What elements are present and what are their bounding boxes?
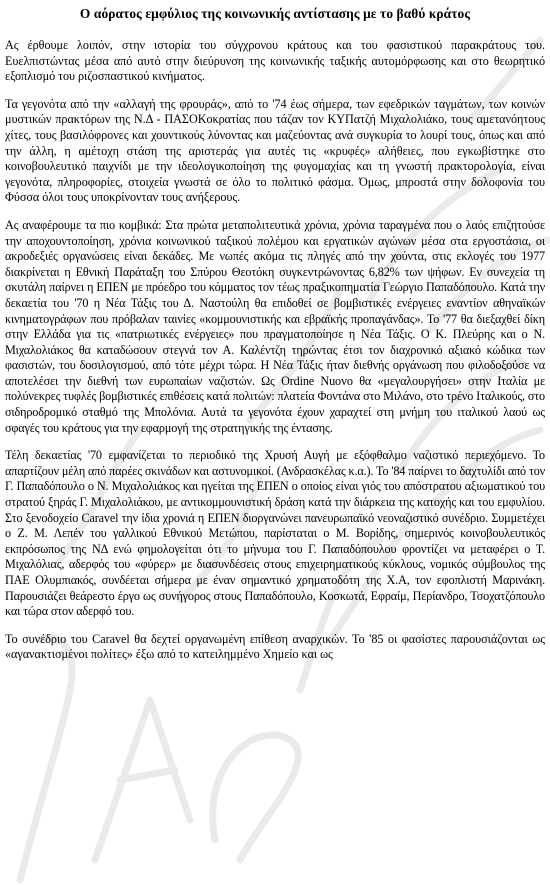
paragraph-2: Τα γεγονότα από την «αλλαγή της φρουράς», από το '74 έως σήμερα, των εφεδρικών ταγμάτων, των κοινών μυστικών πρακτόρων της Ν.Δ - ΠΑΣΟΚοκρατίας που τάζαν τον ΚΥΠατζή Μιχαλολιάκο, τους αμετανόητους χίτες, τους βασιλόφρονες και χουντικούς λύνοντας και μαζεύοντας ανά συγκυρία το λουρί τους, όπως και από την άλλη, η αμέτοχη στάση της αριστεράς για αυτές τις «κρυφές» αλήθειες, που εγκωβίστηκε στο κοινοβουλευτικό παιχνίδι με την ιδεολογικοποίηση της φυγομαχίας και τη γνωστή πρακτορολογία, είναι γεγονότα, πληροφορίες, στοιχεία γνωστά σε όλο το πολιτικό φάσμα. Όμως, μπροστά στην δολοφονία του Φύσσα όλοι τους υποκρίνονταν τους ανήξερους.	[5, 96, 545, 205]
document-title: Ο αόρατος εμφύλιος της κοινωνικής αντίστασης με το βαθύ κράτος	[79, 6, 471, 21]
paragraph-5: Το συνέδριο του Caravel θα δεχτεί οργανωμένη επίθεση αναρχικών. Το '85 οι φασίστες παρουσιάζονται ως «αγανακτισμένοι πολίτες» έξω από το κατειλημμένο Χημείο και ως	[5, 631, 545, 662]
paragraph-3: Ας αναφέρουμε τα πιο κομβικά: Στα πρώτα μεταπολιτευτικά χρόνια, χρόνια ταραγμένα που ο λαός επιζητούσε την αποχουντοποίηση, χρόνια κοινωνικού ταξικού πολέμου και εργατικών αγώνων μέσα στα εργοστάσια, οι ακροδεξιές οργανώσεις είναι δεκάδες. Με νωπές ακόμα τις πληγές από την χούντα, στις εκλογές του 1977 διακρίνεται η Εθνική Παράταξη του Σπύρου Θεοτόκη συγκεντρώνοντας 6,82% των ψήφων. Εν συνεχεία τη σκυτάλη παίρνει η ΕΠΕΝ με πρόεδρο του κόμματος τον τέως πραξικοπηματία Γεώργιο Παπαδόπουλο. Κατά την δεκαετία του '70 η Νέα Τάξις του Δ. Ναστούλη θα επιδοθεί σε βομβιστικές ενέργειες εναντίον αθηναϊκών κινηματογράφων που πρόβαλαν ταινίες «κομμουνιστικής και εβραϊκής προπαγάνδας». Το '77 θα διεξαχθεί δίκη στην Ελλάδα για τις «πατριωτικές ενέργειες» που πραγματοποίησε η Νέα Τάξις. Ο Κ. Πλεύρης και ο Ν. Μιχαλολιάκος θα καταδώσουν στεγνά τον Α. Καλέντζη τηρώντας έτσι τον διαχρονικό αξιακό κώδικα των φασιστών, του δοσιλογισμού, από τότε μέχρι τώρα. Η Νέα Τάξις ήταν διεθνής οργάνωση που φιλοδοξούσε να αποτελέσει την διεθνή των ευρωπαίων ναζιστών. Ως Ordine Nuovo θα «μεγαλουργήσει» στην Ιταλία με πολύνεκρες τυφλές βομβιστικές επιθέσεις κατά πολιτών: πλατεία Φοντάνα στο Μιλάνο, στο τρένο Ιταλικούς, στο σιδηροδρομικό σταθμό της Μπολόνια. Αυτά τα γεγονότα έχουν χαραχτεί στη μνήμη του ιταλικού λαού ως σφαγές του κράτους για την εφαρμογή της στρατηγικής της έντασης.	[5, 217, 545, 435]
paragraph-4: Τέλη δεκαετίας '70 εμφανίζεται το περιοδικό της Χρυσή Αυγή με εξόφθαλμο ναζιστικό περιεχόμενο. Το απαρτίζουν μέλη από παρέες σκινάδων και αστυνομικοί. (Ανδρασκέλας κ.α.). Το '84 παίρνει το δαχτυλίδι από τον Γ. Παπαδόπουλο ο Ν. Μιχαλολιάκος και ηγείται της ΕΠΕΝ ο οποίος είναι γιός του απόστρατου αξιωματικού του στρατού ξηράς Γ. Μιχαλολιάκου, με αντικομμουνιστική δράση κατά την διάρκεια της κατοχής και του εμφυλίου. Στο ξενοδοχείο Caravel την ίδια χρονιά η ΕΠΕΝ διοργανώνει πανευρωπαϊκό νεοναζιστικό συνέδριο. Συμμετέχει ο Ζ. Μ. Λεπέν του γαλλικού Εθνικού Μετώπου, παρίσταται ο Μ. Βορίδης, σημερινός κοινοβουλευτικός εκπρόσωπος της ΝΔ ενώ φημολογείται ότι το μήνυμα του Γ. Παπαδόπουλου φροντίζει να μεταφέρει ο Τ. Μιχαλόλιας, αδερφός του «φύρερ» με διασυνδέσεις στους επιχειρηματικούς κύκλους, νομικός σύμβουλος της ΠΑΕ Ολυμπιακός, συνδέεται σήμερα με έναν σημαντικό χρηματοδότη της Χ.Α, τον εφοπλιστή Μαρινάκη. Παρουσιάζει θεάρεστο έργο ως συνήγορος στους Παπαδόπουλο, Κοσκωτά, Εφραίμ, Περίανδρο, Τσοχατζόπουλο και τώρα στον αδερφό του.	[5, 448, 545, 619]
paragraph-1: Ας έρθουμε λοιπόν, στην ιστορία του σύγχρονου κράτους και του φασιστικού παρακράτους του. Ευελπιστώντας μέσα από αυτό στην διεύρυνση της κοινωνικής ταξικής αυτομόρφωσης και στο θεωρητικό εξοπλισμό του ριζοσπαστικού κινήματος.	[5, 38, 545, 84]
